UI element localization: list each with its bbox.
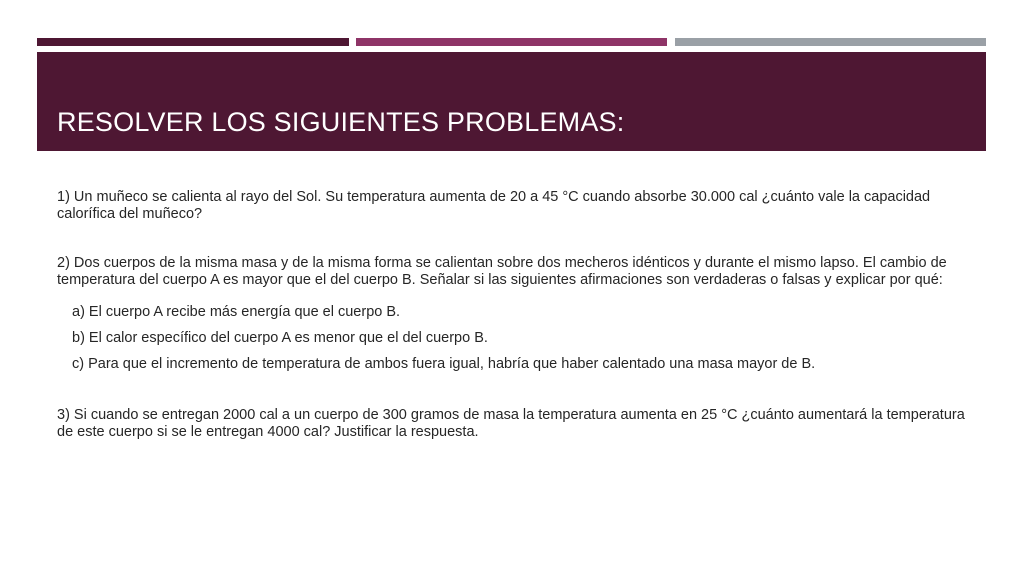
problem-2-text: 2) Dos cuerpos de la misma masa y de la misma forma se calientan sobre dos mecheros idénticos y durante el mismo lapso. El cambio de temperatura del cuerpo A es mayor que el del cuerpo B. Señalar si las siguientes afirmaciones son verdaderas o falsas y explicar por qué: bbox=[57, 255, 947, 288]
option-a-text: a) El cuerpo A recibe más energía que el cuerpo B. bbox=[72, 304, 401, 320]
option-c-text: c) Para que el incremento de temperatura de ambos fuera igual, habría que haber calentado una masa mayor de B. bbox=[72, 356, 816, 372]
problem-1-text: 1) Un muñeco se calienta al rayo del Sol. Su temperatura aumenta de 20 a 45 °C cuando absorbe 30.000 cal ¿cuánto vale la capacidad calorífica del muñeco? bbox=[57, 189, 931, 222]
accent-bar-dark bbox=[37, 38, 349, 46]
title-band bbox=[37, 52, 986, 151]
problem-3-text: 3) Si cuando se entregan 2000 cal a un cuerpo de 300 gramos de masa la temperatura aumenta en 25 °C ¿cuánto aumentará la temperatura de este cuerpo si se le entregan 4000 cal? Justificar la respuesta. bbox=[57, 407, 965, 440]
accent-bar-gray bbox=[675, 38, 986, 46]
slide-content bbox=[57, 189, 977, 441]
accent-bar-magenta bbox=[356, 38, 667, 46]
option-b-text: b) El calor específico del cuerpo A es menor que el del cuerpo B. bbox=[72, 330, 488, 346]
slide-title: RESOLVER LOS SIGUIENTES PROBLEMAS: bbox=[57, 107, 625, 137]
